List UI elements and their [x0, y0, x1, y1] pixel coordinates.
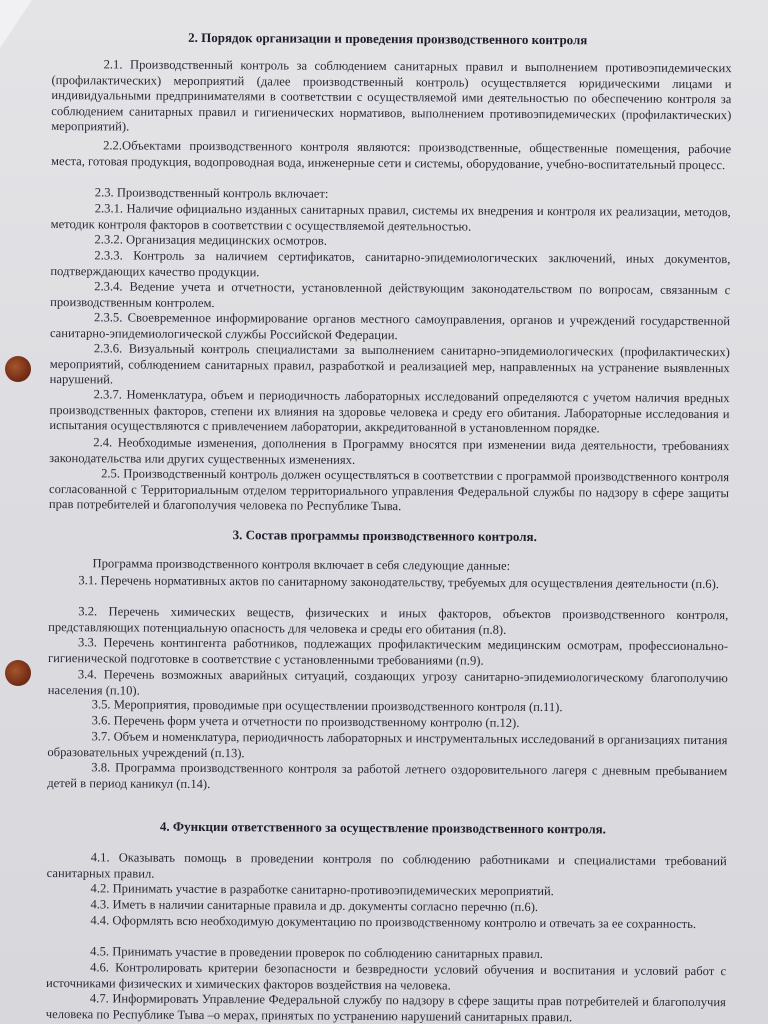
- paragraph-3-4: 3.4. Перечень возможных аварийных ситуаций, создающих угрозу санитарно-эпидемиологическому благополучию населения (п.10).: [47, 667, 728, 698]
- paragraph-2-3-6: 2.3.6. Визуальный контроль специалистами за выполнением санитарно-эпидемиологических (профилактических) мероприятий, соблюдением санитарных правил, разработкой и реализацией мер, направленных на устранение выявленных нарушений.: [49, 341, 730, 387]
- paragraph-2-3-5: 2.3.5. Своевременное информирование органов местного самоуправления, органов и учреждений государственной санитарно-эпидемиологической службы Российской Федерации.: [49, 310, 731, 342]
- paragraph-2-4: 2.4. Необходимые изменения, дополнения в Программу вносятся при изменении вида деятельности, требованиях законодательства или других существенных изменениях.: [49, 435, 730, 467]
- punch-hole-bottom: [5, 660, 31, 686]
- paragraph-2-1: 2.1. Производственный контроль за соблюдением санитарных правил и выполнением противоэпидемических (профилактических) мероприятий (далее производственный контроль) осуществляется юридическими лицами и индивидуальными предпринимателями в соответствии с осуществляемой ими деятельностью по обеспечению контроля за соблюдением санитарных правил и гигиенических нормативов, выполнением противоэпидемических (профилактических) мероприятий).: [51, 57, 732, 134]
- paragraph-3-7: 3.7. Объем и номенклатура, периодичность лабораторных и инструментальных исследований в организациях питания образовательных учреждений (п.13).: [47, 729, 728, 760]
- paragraph-4-5: 4.5. Принимать участие в проведении проверок по соблюдению санитарных правил.: [90, 944, 543, 962]
- page-corner-fold: [0, 0, 32, 48]
- section-2-heading: 2. Порядок организации и проведения производственного контроля: [188, 29, 588, 48]
- paragraph-2-2: 2.2.Объектами производственного контроля являются: производственные, общественные помещения, рабочие места, готовая продукция, водопроводная вода, инженерные сети и системы, оборудование, учебно-воспитательный процесс.: [50, 138, 732, 172]
- paragraph-3-3: 3.3. Перечень контингента работников, подлежащих профилактическим медицинским осмотрам, профессионально-гигиенической подготовке в соответствие с установленными требованиями (п.9).: [47, 635, 729, 668]
- paragraph-4-4: 4.4. Оформлять всю необходимую документацию по производственному контролю и отвечать за ее сохранность.: [90, 913, 697, 932]
- paragraph-3-2: 3.2. Перечень химических веществ, физических и иных факторов, объектов производственного контроля, представляющих потенциальную опасность для человека и среды его обитания (п.8).: [48, 604, 729, 637]
- paragraph-2-3-7: 2.3.7. Номенклатура, объем и периодичность лабораторных исследований определяются с учетом наличия вредных производственных факторов, степени их влияния на здоровье человека и среду его обитания. Лабораторные исследования и испытания осуществляются с привлечением лаборатории, аккредитованной в установленном порядке.: [49, 387, 730, 436]
- paragraph-4-7: 4.7. Информировать Управление Федеральной службу по надзору в сфере защиты прав потребителей и благополучия человека по Республике Тыва –о мерах, принятых по устранению нарушений санитарных правил.: [45, 991, 726, 1024]
- paragraph-3-6: 3.6. Перечень форм учета и отчетности по производственному контролю (п.12).: [91, 713, 520, 730]
- paragraph-2-3-1: 2.3.1. Наличие официально изданных санитарных правил, системы их внедрения и контроля их реализации, методов, методик контроля факторов в соответствии с осуществляемой деятельностью.: [50, 201, 731, 234]
- paragraph-4-1: 4.1. Оказывать помощь в проведении контроля по соблюдению работниками и специалистами требований санитарных правил.: [46, 850, 727, 881]
- paragraph-2-3: 2.3. Производственный контроль включает:: [94, 185, 329, 201]
- paragraph-4-3: 4.3. Иметь в наличии санитарные правила и др. документы согласно перечню (п.6).: [90, 897, 539, 915]
- document-content: [44, 0, 732, 1024]
- paragraph-3-8: 3.8. Программа производственного контроля за работой летнего оздоровительного лагеря с дневным пребыванием детей в период каникул (п.14).: [47, 760, 728, 791]
- paragraph-2-3-2: 2.3.2. Организация медицинских осмотров.: [94, 232, 327, 248]
- paragraph-3-intro: Программа производственного контроля включает в себя следующие данные:: [92, 556, 511, 573]
- punch-hole-top: [5, 356, 31, 382]
- paragraph-3-5: 3.5. Мероприятия, проводимые при осуществлении производственного контроля (п.11).: [91, 697, 563, 715]
- paragraph-4-6: 4.6. Контролировать критерии безопасности и безвредности условий обучения и воспитания и условий работ с источниками физических и химических факторов воздействия на человека.: [45, 960, 727, 993]
- paragraph-3-1: 3.1. Перечень нормативных актов по санитарному законодательству, требуемых для осуществления деятельности (п.6).: [78, 573, 720, 592]
- paragraph-4-2: 4.2. Принимать участие в разработке санитарно-противоэпидемических мероприятий.: [90, 881, 554, 899]
- paragraph-2-3-4: 2.3.4. Ведение учета и отчетности, установленной действующим законодательством по вопросам, связанным с производственным контролем.: [50, 279, 731, 310]
- paragraph-2-3-3: 2.3.3. Контроль за наличием сертификатов, санитарно-эпидемиологических заключений, иных документов, подтверждающих качество продукции.: [50, 248, 731, 279]
- paragraph-2-5: 2.5. Производственный контроль должен осуществляться в соответствии с программой производственного контроля согласованной с Территориальным отделом территориального управления Федеральной службы по надзору в сфере защиты прав потребителей и благополучия человека по Республике Тыва.: [48, 466, 730, 514]
- section-3-heading: 3. Состав программы производственного контроля.: [232, 527, 537, 545]
- section-4-heading: 4. Функции ответственного за осуществление производственного контроля.: [159, 818, 607, 837]
